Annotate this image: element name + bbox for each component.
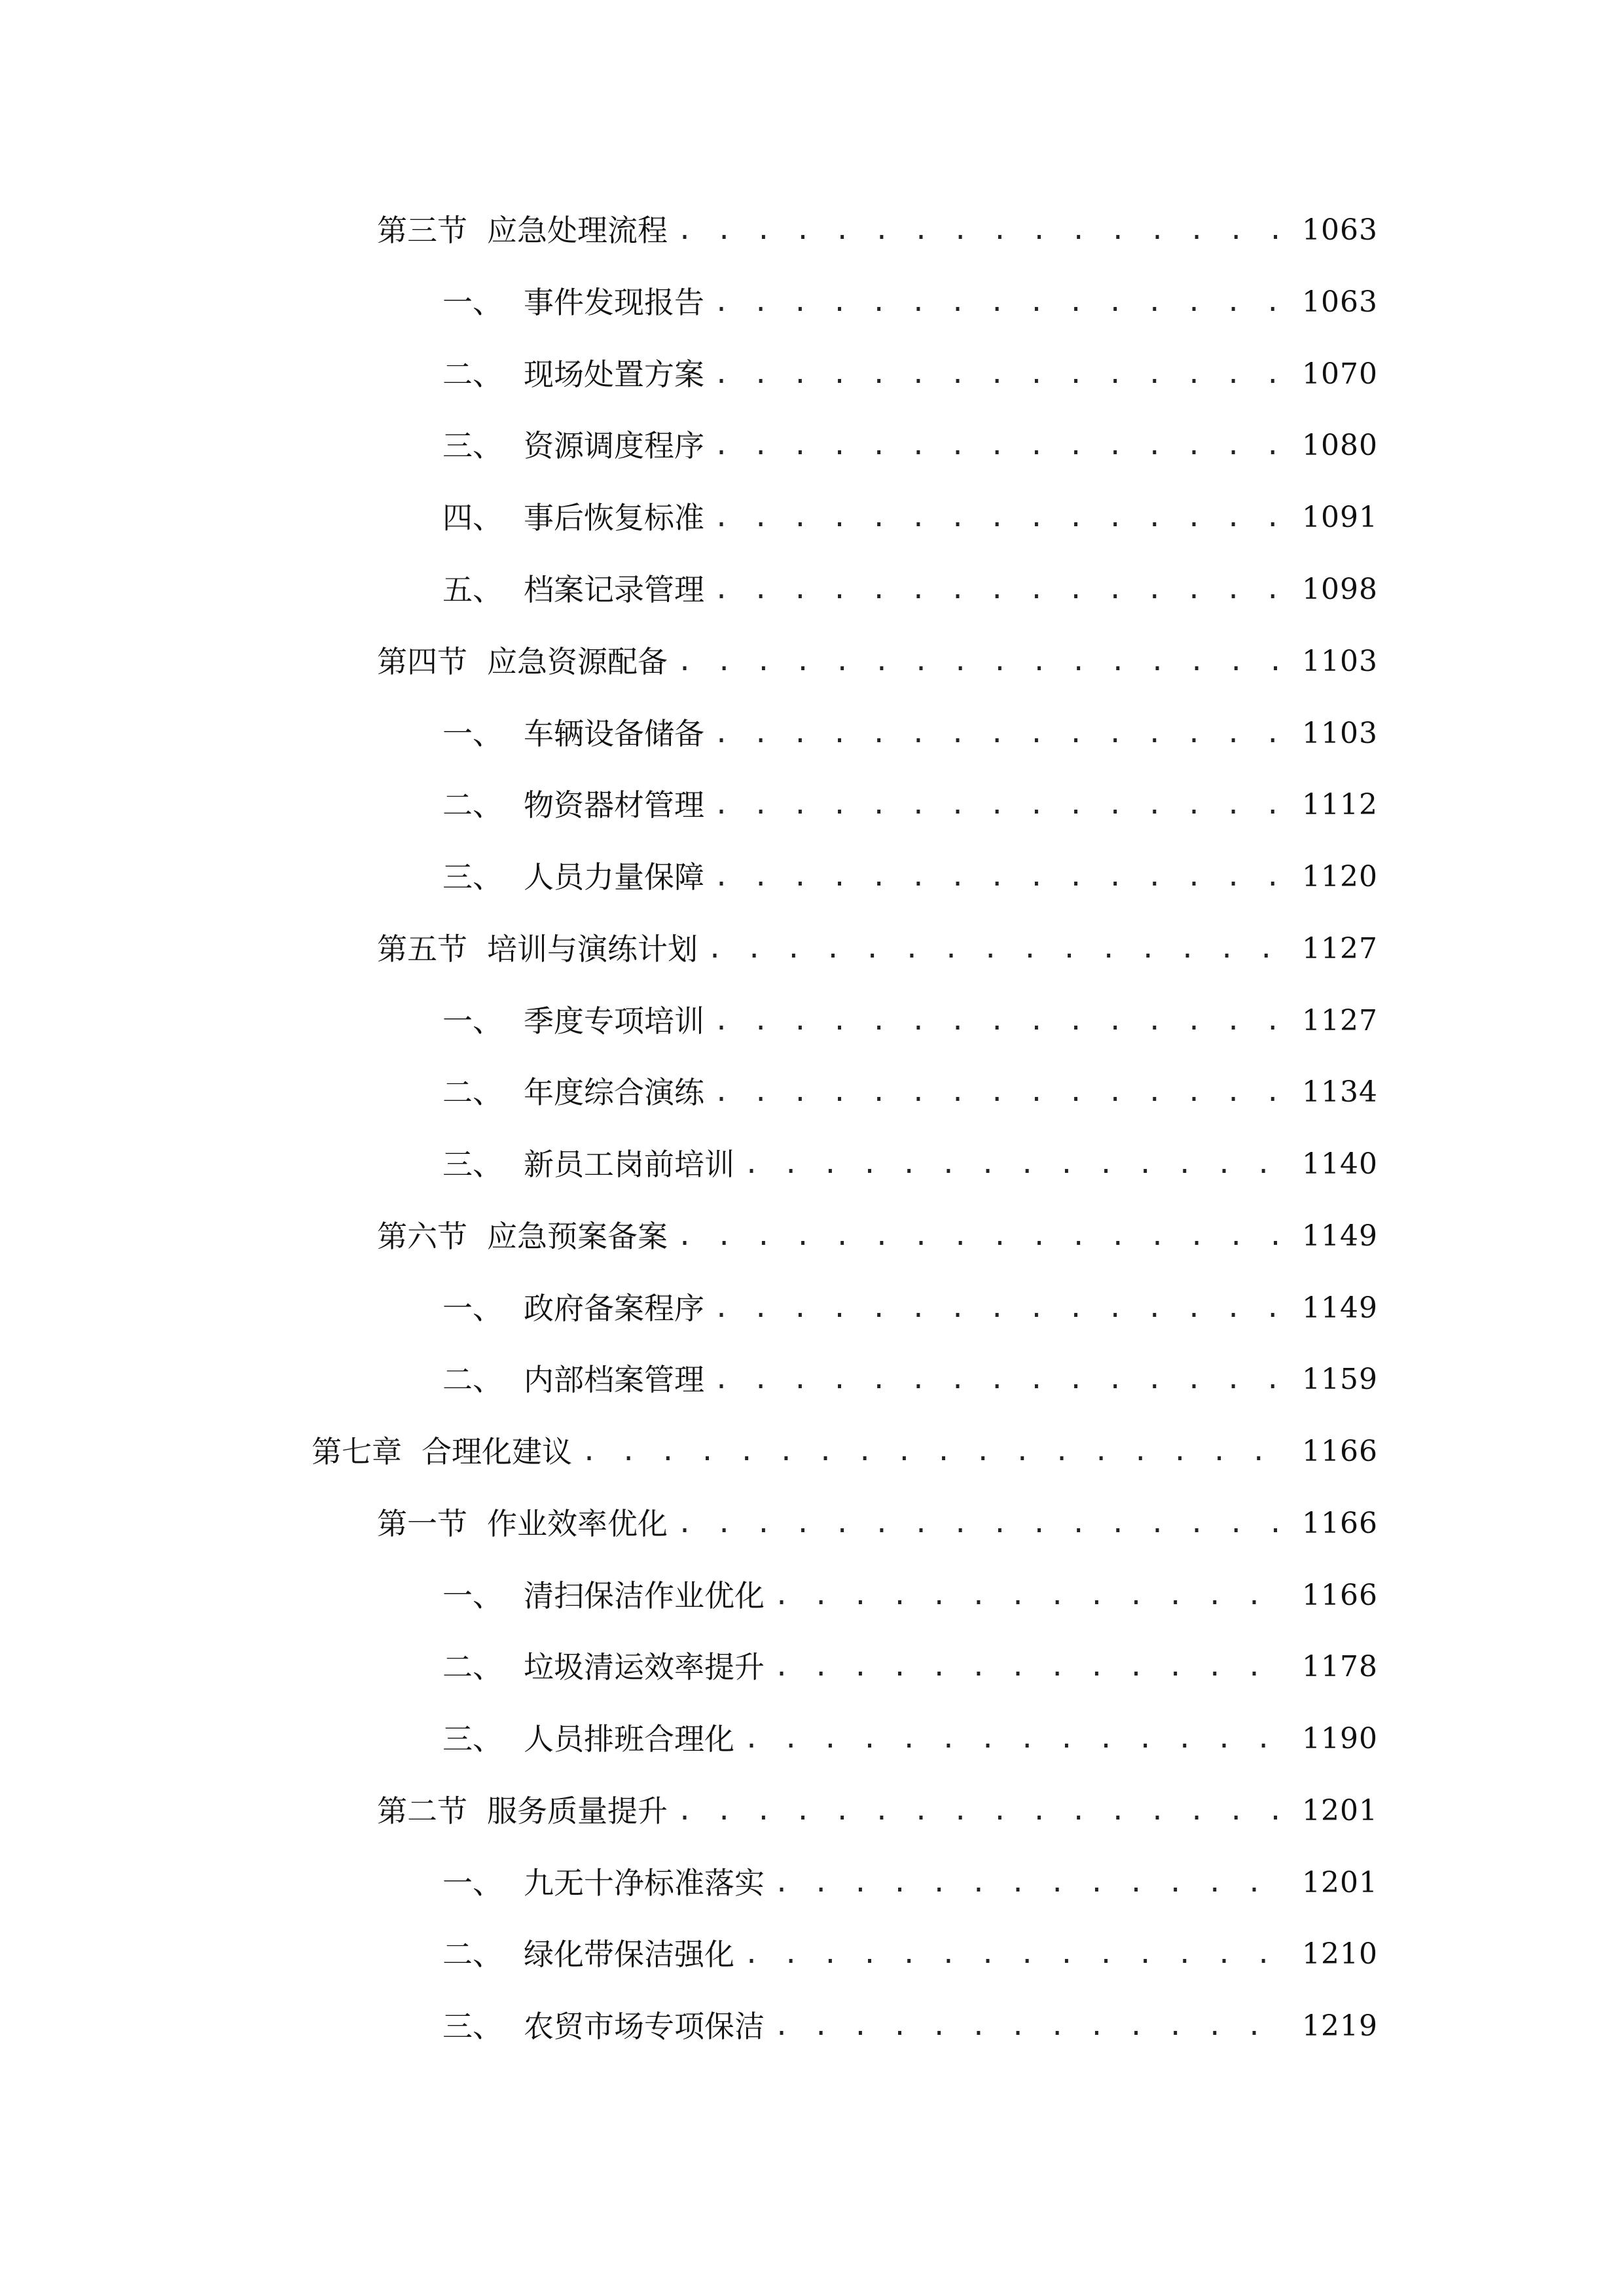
- toc-entry-title: 物资器材管理: [524, 787, 704, 823]
- toc-dot-leader: [713, 426, 1290, 465]
- toc-entry-title: 事后恢复标准: [524, 500, 704, 535]
- toc-entry-number: 三、: [442, 859, 503, 895]
- toc-entry-number: 五、: [442, 572, 503, 607]
- toc-entry-title: 年度综合演练: [524, 1075, 704, 1110]
- toc-entry-title: 车辆设备储备: [524, 716, 704, 751]
- toc-entry-title: 作业效率优化: [487, 1506, 668, 1541]
- toc-entry-title: 绿化带保洁强化: [524, 1937, 734, 1972]
- toc-dot-leader: [713, 1289, 1290, 1328]
- toc-dot-leader: [713, 857, 1290, 897]
- toc-entry[interactable]: [442, 276, 1378, 322]
- toc-entry-number: 二、: [442, 1362, 503, 1397]
- toc-entry-page: 1112: [1302, 788, 1378, 821]
- toc-entry-title: 新员工岗前培训: [524, 1147, 734, 1182]
- toc-entry[interactable]: [442, 1857, 1378, 1903]
- toc-dot-leader: [713, 498, 1290, 537]
- toc-entry-number: 二、: [442, 1937, 503, 1972]
- toc-dot-leader: [713, 785, 1290, 825]
- toc-entry-title: 政府备案程序: [524, 1291, 704, 1326]
- toc-dot-leader: [744, 1719, 1290, 1759]
- toc-entry-page: 1178: [1302, 1650, 1378, 1683]
- toc-dot-leader: [744, 1145, 1290, 1184]
- toc-entry-title: 档案记录管理: [524, 572, 704, 607]
- toc-entry[interactable]: [442, 1354, 1378, 1399]
- toc-entry-number: 第七章: [312, 1434, 402, 1469]
- toc-entry-page: 1063: [1302, 285, 1378, 319]
- toc-entry-page: 1127: [1302, 932, 1378, 965]
- toc-entry[interactable]: [442, 779, 1378, 825]
- toc-entry-title: 培训与演练计划: [487, 931, 698, 967]
- toc-entry-number: 第二节: [377, 1793, 467, 1829]
- toc-entry[interactable]: [377, 636, 1378, 681]
- toc-entry[interactable]: [442, 420, 1378, 465]
- toc-entry-number: 三、: [442, 1147, 503, 1182]
- toc-entry-title: 合理化建议: [422, 1434, 572, 1469]
- toc-entry[interactable]: [377, 1785, 1378, 1831]
- toc-dot-leader: [713, 355, 1290, 394]
- toc-entry-page: 1149: [1302, 1219, 1378, 1253]
- toc-entry-number: 一、: [442, 1578, 503, 1613]
- toc-entry[interactable]: [442, 995, 1378, 1041]
- toc-dot-leader: [707, 929, 1290, 969]
- toc-entry-page: 1120: [1302, 860, 1378, 893]
- toc-dot-leader: [713, 714, 1290, 753]
- toc-entry[interactable]: [442, 564, 1378, 609]
- toc-dot-leader: [677, 1504, 1290, 1543]
- toc-dot-leader: [677, 1217, 1290, 1256]
- toc-entry-number: 第五节: [377, 931, 467, 967]
- toc-dot-leader: [713, 283, 1290, 322]
- toc-dot-leader: [677, 1791, 1290, 1831]
- toc-entry-page: 1098: [1302, 573, 1378, 606]
- toc-entry-title: 服务质量提升: [487, 1793, 668, 1829]
- toc-entry-title: 事件发现报告: [524, 285, 704, 320]
- toc-entry[interactable]: [442, 1713, 1378, 1759]
- toc-entry-number: 一、: [442, 285, 503, 320]
- toc-entry[interactable]: [442, 1138, 1378, 1184]
- toc-entry[interactable]: [442, 1066, 1378, 1112]
- toc-entry[interactable]: [312, 1426, 1378, 1471]
- toc-entry-page: 1190: [1302, 1722, 1378, 1755]
- toc-entry-page: 1166: [1302, 1435, 1378, 1468]
- toc-entry-number: 二、: [442, 1075, 503, 1110]
- toc-entry-page: 1219: [1302, 2009, 1378, 2043]
- toc-entry-title: 应急处理流程: [487, 213, 668, 248]
- toc-entry-page: 1149: [1302, 1291, 1378, 1325]
- toc-entry[interactable]: [377, 923, 1378, 969]
- toc-entry-page: 1103: [1302, 717, 1378, 750]
- toc-entry-number: 二、: [442, 787, 503, 823]
- toc-entry-number: 三、: [442, 2009, 503, 2044]
- toc-entry-title: 现场处置方案: [524, 357, 704, 392]
- toc-entry-title: 内部档案管理: [524, 1362, 704, 1397]
- toc-entry-number: 三、: [442, 1721, 503, 1757]
- toc-dot-leader: [744, 1935, 1290, 1974]
- toc-entry-number: 三、: [442, 428, 503, 463]
- toc-entry-number: 一、: [442, 1003, 503, 1039]
- toc-entry-page: 1210: [1302, 1937, 1378, 1971]
- toc-entry[interactable]: [377, 1498, 1378, 1543]
- toc-entry-number: 第四节: [377, 644, 467, 679]
- toc-entry-title: 人员排班合理化: [524, 1721, 734, 1757]
- toc-entry-title: 垃圾清运效率提升: [524, 1649, 765, 1685]
- toc-entry-page: 1070: [1302, 357, 1378, 391]
- toc-entry-number: 第六节: [377, 1219, 467, 1254]
- toc-entry-page: 1201: [1302, 1794, 1378, 1827]
- toc-entry[interactable]: [442, 1282, 1378, 1328]
- toc-entry-number: 一、: [442, 1291, 503, 1326]
- toc-entry[interactable]: [442, 851, 1378, 897]
- toc-dot-leader: [677, 642, 1290, 681]
- toc-entry[interactable]: [442, 348, 1378, 394]
- toc-entry[interactable]: [442, 708, 1378, 753]
- toc-entry-number: 四、: [442, 500, 503, 535]
- toc-entry-page: 1201: [1302, 1866, 1378, 1899]
- toc-entry-number: 第三节: [377, 213, 467, 248]
- toc-entry-page: 1166: [1302, 1579, 1378, 1612]
- toc-entry-title: 资源调度程序: [524, 428, 704, 463]
- toc-entry-page: 1140: [1302, 1147, 1378, 1181]
- toc-entry-title: 九无十净标准落实: [524, 1865, 765, 1901]
- toc-dot-leader: [713, 570, 1290, 609]
- toc-entry-title: 人员力量保障: [524, 859, 704, 895]
- toc-entry[interactable]: [442, 1570, 1378, 1615]
- toc-entry-title: 清扫保洁作业优化: [524, 1578, 765, 1613]
- toc-dot-leader: [774, 1863, 1290, 1903]
- toc-entry[interactable]: [377, 204, 1378, 250]
- toc-dot-leader: [774, 1576, 1290, 1615]
- toc-entry-page: 1127: [1302, 1004, 1378, 1037]
- toc-entry-number: 一、: [442, 716, 503, 751]
- toc-entry-number: 二、: [442, 357, 503, 392]
- toc-dot-leader: [713, 1001, 1290, 1041]
- toc-entry-page: 1091: [1302, 501, 1378, 534]
- toc-dot-leader: [774, 2007, 1290, 2046]
- toc-entry[interactable]: [377, 1210, 1378, 1256]
- toc-entry-number: 一、: [442, 1865, 503, 1901]
- toc-entry-title: 应急资源配备: [487, 644, 668, 679]
- toc-entry-page: 1103: [1302, 645, 1378, 678]
- toc-entry-page: 1134: [1302, 1075, 1378, 1109]
- toc-dot-leader: [581, 1432, 1290, 1471]
- toc-entry-title: 季度专项培训: [524, 1003, 704, 1039]
- toc-entry-title: 农贸市场专项保洁: [524, 2009, 765, 2044]
- toc-entry-page: 1063: [1302, 213, 1378, 247]
- toc-entry[interactable]: [442, 492, 1378, 537]
- toc-entry-number: 第一节: [377, 1506, 467, 1541]
- toc-entry-title: 应急预案备案: [487, 1219, 668, 1254]
- toc-entry[interactable]: [442, 1928, 1378, 1974]
- toc-entry-number: 二、: [442, 1649, 503, 1685]
- toc-entry-page: 1159: [1302, 1363, 1378, 1396]
- toc-entry-page: 1080: [1302, 429, 1378, 462]
- toc-entry-page: 1166: [1302, 1507, 1378, 1540]
- toc-dot-leader: [677, 211, 1290, 250]
- toc-dot-leader: [774, 1647, 1290, 1687]
- toc-dot-leader: [713, 1073, 1290, 1112]
- toc-dot-leader: [713, 1360, 1290, 1399]
- toc-entry[interactable]: [442, 1641, 1378, 1687]
- toc-entry[interactable]: [442, 2000, 1378, 2046]
